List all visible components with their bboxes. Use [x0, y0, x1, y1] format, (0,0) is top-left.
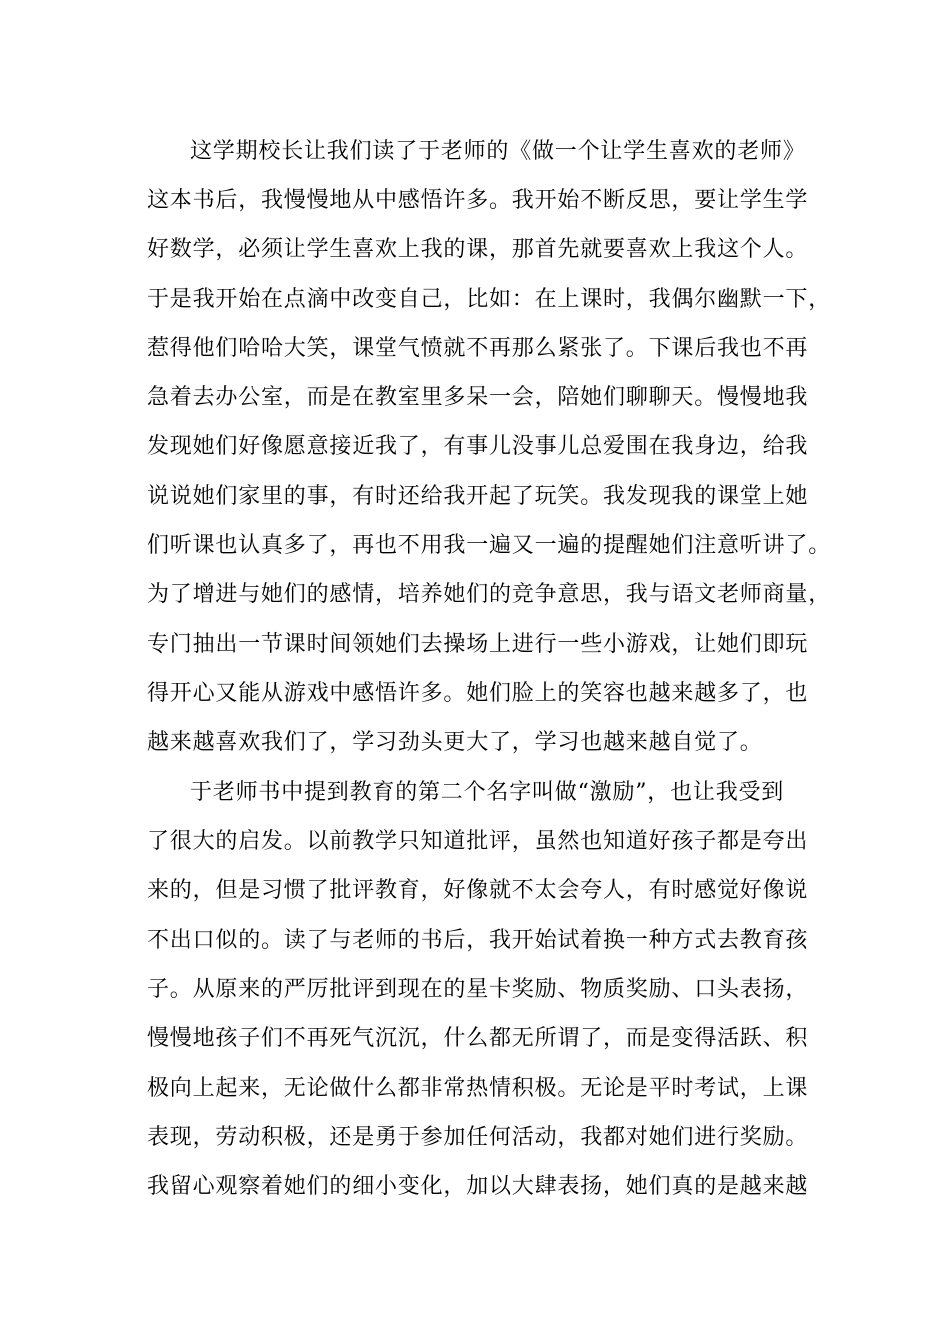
paragraph-1-line-3: 好数学，必须让学生喜欢上我的课，那首先就要喜欢上我这个人。	[147, 237, 809, 262]
paragraph-2-line-4: 不出口似的。读了与老师的书后，我开始试着换一种方式去教育孩	[147, 928, 809, 953]
paragraph-1-line-7: 发现她们好像愿意接近我了，有事儿没事儿总爱围在我身边，给我	[147, 434, 809, 459]
paragraph-1-line-11: 专门抽出一节课时间领她们去操场上进行一些小游戏，让她们即玩	[147, 632, 809, 657]
paragraph-2-line-6: 慢慢地孩子们不再死气沉沉，什么都无所谓了，而是变得活跃、积	[147, 1026, 809, 1051]
paragraph-2-line-3: 来的，但是习惯了批评教育，好像就不太会夸人，有时感觉好像说	[147, 878, 809, 903]
paragraph-2-line-9: 我留心观察着她们的细小变化，加以大肆表扬，她们真的是越来越	[147, 1174, 809, 1199]
paragraph-2-line-7: 极向上起来，无论做什么都非常热情积极。无论是平时考试，上课	[147, 1076, 809, 1101]
paragraph-1-line-12: 得开心又能从游戏中感悟许多。她们脸上的笑容也越来越多了，也	[147, 681, 809, 706]
paragraph-1-line-1: 这学期校长让我们读了于老师的《做一个让学生喜欢的老师》	[190, 139, 806, 164]
paragraph-1-line-8: 说说她们家里的事，有时还给我开起了玩笑。我发现我的课堂上她	[147, 484, 809, 509]
paragraph-1-line-2: 这本书后，我慢慢地从中感悟许多。我开始不断反思，要让学生学	[147, 188, 809, 213]
paragraph-1-line-4: 于是我开始在点滴中改变自己，比如：在上课时，我偶尔幽默一下，	[147, 287, 832, 312]
paragraph-1-line-10: 为了增进与她们的感情，培养她们的竞争意思，我与语文老师商量，	[147, 582, 832, 607]
paragraph-2-line-8: 表现，劳动积极，还是勇于参加任何活动，我都对她们进行奖励。	[147, 1125, 809, 1150]
paragraph-2-line-2: 了很大的启发。以前教学只知道批评，虽然也知道好孩子都是夸出	[147, 829, 809, 854]
paragraph-1-line-13: 越来越喜欢我们了，学习劲头更大了，学习也越来越自觉了。	[147, 730, 763, 755]
paragraph-1-line-5: 惹得他们哈哈大笑，课堂气愤就不再那么紧张了。下课后我也不再	[147, 336, 809, 361]
paragraph-2-line-1: 于老师书中提到教育的第二个名字叫做“激励”，也让我受到	[190, 780, 785, 805]
paragraph-1-line-9: 们听课也认真多了，再也不用我一遍又一遍的提醒她们注意听讲了。	[147, 533, 832, 558]
paragraph-2-line-5: 子。从原来的严厉批评到现在的星卡奖励、物质奖励、口头表扬，	[147, 977, 809, 1002]
paragraph-1-line-6: 急着去办公室，而是在教室里多呆一会，陪她们聊聊天。慢慢地我	[147, 385, 809, 410]
